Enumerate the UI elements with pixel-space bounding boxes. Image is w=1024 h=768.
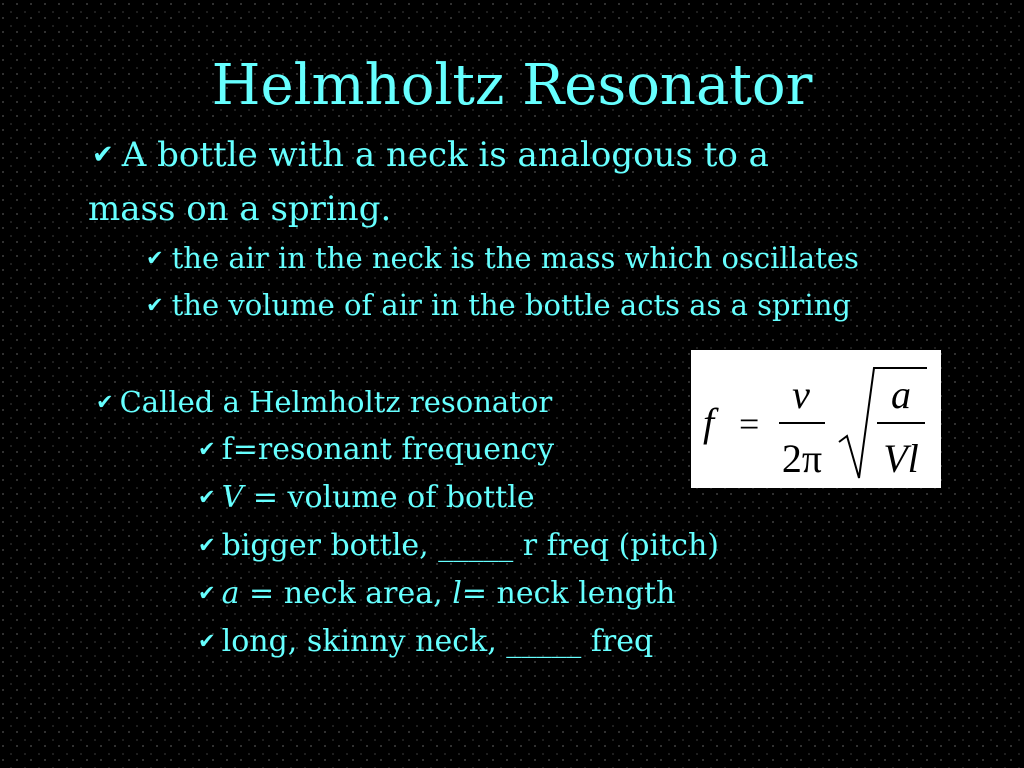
check-icon: ✔	[146, 246, 164, 270]
check-icon: ✔	[96, 390, 114, 414]
item-length-text: = neck length	[461, 576, 676, 611]
check-icon: ✔	[198, 533, 216, 557]
check-icon: ✔	[198, 485, 216, 509]
item-bigger-bottle-text: bigger bottle, _____ r freq (pitch)	[221, 528, 719, 563]
formula-equals: =	[739, 404, 760, 444]
root-numerator: a	[891, 372, 911, 417]
formula-numerator: v	[792, 372, 810, 417]
item-bigger-bottle	[198, 526, 719, 565]
check-icon: ✔	[198, 437, 216, 461]
sub-bullet-1-text: the air in the neck is the mass which oscillates	[171, 241, 859, 275]
item-area-symbol: a	[221, 576, 240, 611]
check-icon: ✔	[198, 581, 216, 605]
formula-denominator: 2π	[781, 436, 823, 481]
bullet-main-1-text: A bottle with a neck is analogous to a	[121, 135, 769, 175]
bullet-main-1	[92, 135, 769, 175]
item-area-text: = neck area,	[239, 576, 453, 611]
item-volume-text: = volume of bottle	[243, 480, 535, 515]
root-denominator: Vl	[883, 436, 919, 481]
item-neck-area	[198, 574, 675, 613]
item-long-neck	[198, 622, 653, 661]
item-frequency-text: f=resonant frequency	[221, 432, 555, 467]
item-frequency	[198, 430, 554, 469]
slide-title: Helmholtz Resonator	[211, 53, 813, 118]
item-volume	[198, 478, 535, 517]
sub-bullet-1	[146, 240, 859, 276]
check-icon: ✔	[146, 293, 164, 317]
formula-f: f	[703, 400, 715, 445]
check-icon: ✔	[198, 629, 216, 653]
bullet-main-1-cont: mass on a spring.	[88, 189, 392, 229]
item-long-neck-text: long, skinny neck, _____ freq	[221, 624, 654, 659]
formula-svg	[691, 350, 941, 488]
sub-bullet-2-text: the volume of air in the bottle acts as a spring	[171, 288, 851, 322]
check-icon: ✔	[92, 140, 114, 170]
helmholtz-formula	[691, 350, 941, 488]
item-volume-symbol: V	[221, 480, 244, 515]
sub-bullet-2	[146, 287, 851, 323]
bullet-main-2-text: Called a Helmholtz resonator	[119, 385, 553, 419]
item-length-symbol: l	[452, 576, 462, 611]
bullet-main-2	[96, 384, 552, 420]
